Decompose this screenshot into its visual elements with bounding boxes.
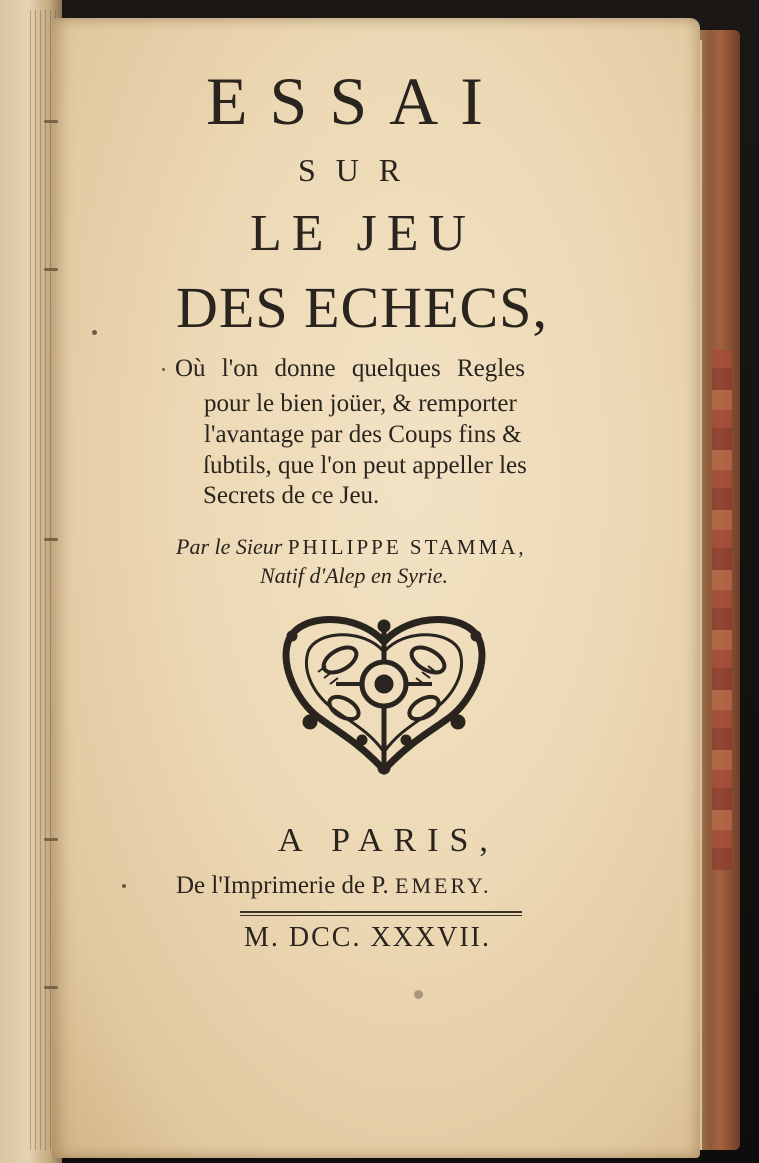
subtitle-line: pour le bien joüer, & remporter	[204, 390, 517, 417]
imprint-printer	[176, 872, 491, 900]
subtitle-line: Secrets de ce Jeu.	[203, 482, 380, 509]
binding-stitch	[44, 986, 58, 989]
subtitle-line: l'avantage par des Coups fins &	[204, 421, 522, 448]
author-origin: Natif d'Alep en Syrie.	[260, 563, 448, 588]
title-line-2: SUR	[298, 152, 421, 188]
binding-stitch	[44, 538, 58, 541]
author-prefix: Par le Sieur	[176, 534, 283, 559]
paper-speck	[414, 990, 423, 999]
author-name: PHILIPPE STAMMA,	[287, 535, 527, 559]
imprint-date: M. DCC. XXXVII.	[244, 922, 491, 953]
subtitle-line: ſubtils, que l'on peut appeller les	[203, 452, 527, 479]
paper-speck	[162, 368, 165, 371]
floral-ornament-icon	[278, 612, 490, 776]
title-line-3: LE JEU	[250, 205, 477, 262]
author-line	[176, 534, 527, 560]
imprint-printer-name: EMERY.	[395, 873, 492, 898]
paper-speck	[122, 884, 126, 888]
imprint-city: A PARIS,	[278, 822, 499, 859]
imprint-rule	[240, 911, 522, 913]
title-line-4: DES ECHECS,	[176, 275, 548, 340]
subtitle-line: Où l'on donne quelques Regles	[175, 355, 526, 382]
paper-speck	[92, 330, 97, 335]
binding-stitch	[44, 268, 58, 271]
binding-stitch	[44, 120, 58, 123]
imprint-printer-prefix: De l'Imprimerie de P.	[176, 872, 389, 899]
binding-stitch	[44, 838, 58, 841]
title-line-1: ESSAI	[206, 63, 505, 139]
